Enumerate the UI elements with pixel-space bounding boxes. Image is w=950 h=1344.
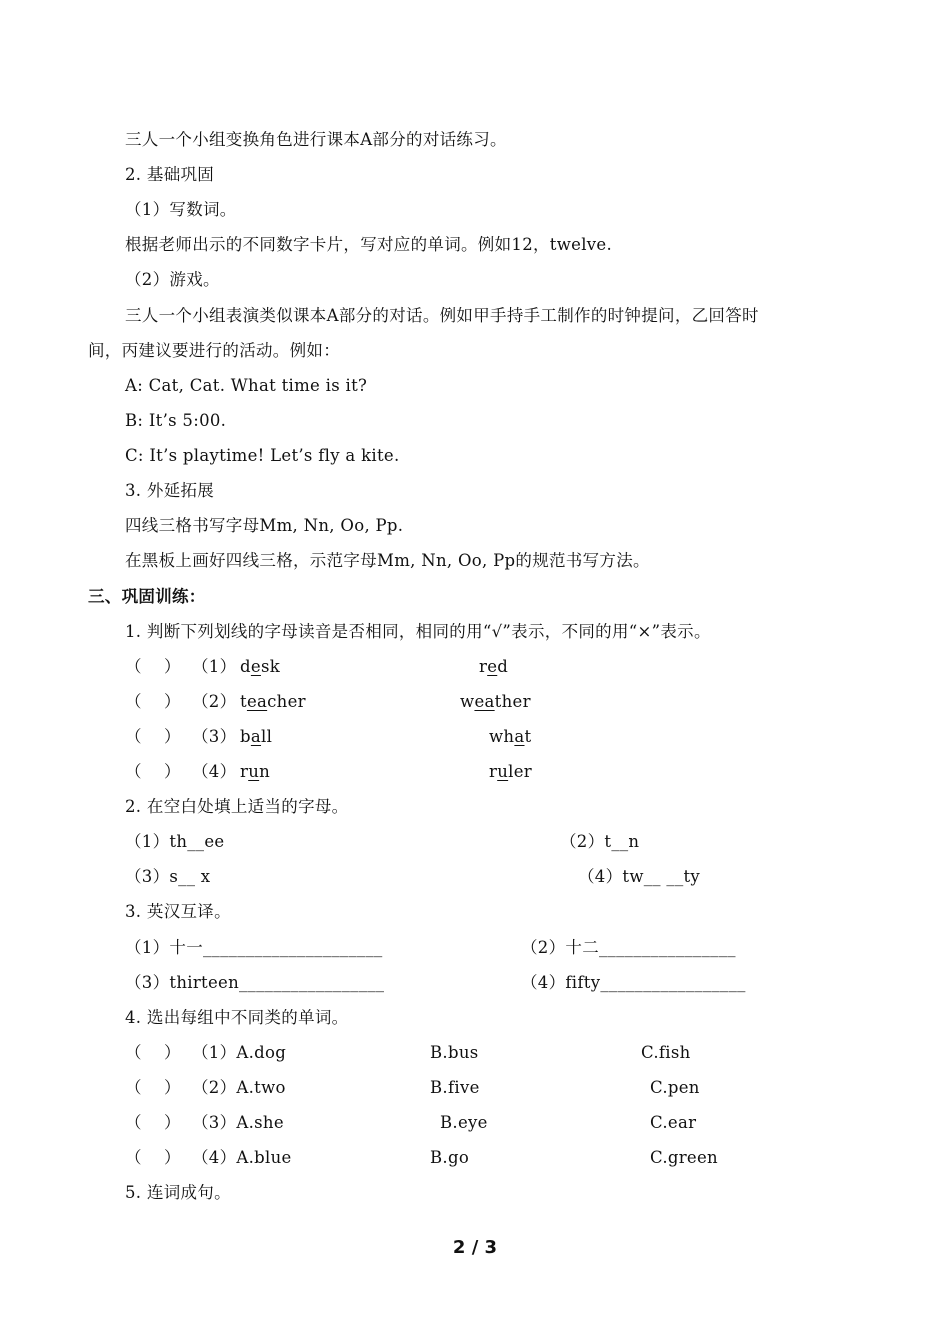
option-c: C.fish [641,1043,691,1062]
item-number: （4） [192,762,237,781]
answer-bracket[interactable]: （ ） [125,1113,181,1132]
option-c: C.pen [650,1078,700,1097]
question-title: 5. 连词成句。 [125,1183,231,1202]
fill-blank-item[interactable]: （2）t__n [560,832,640,851]
answer-bracket[interactable]: （ ） [125,692,181,711]
item-number: （1） [192,657,237,676]
fill-blank-item[interactable]: （3）s__ x [125,867,211,886]
option-a: （2）A.two [192,1078,286,1097]
subheading: 2. 基础巩固 [125,165,215,184]
translate-item[interactable]: （3）thirteen_________________ [125,973,385,992]
option-b: B.bus [430,1043,479,1062]
question-title: 3. 英汉互译。 [125,902,231,921]
word-2: red [479,657,509,676]
page-number: 2 / 3 [452,1237,498,1258]
option-a: （1）A.dog [192,1043,287,1062]
translate-item[interactable]: （4）fifty_________________ [521,973,746,992]
word-2: weather [460,692,531,711]
paragraph-line: （1）写数词。 [125,200,237,219]
option-b: B.five [430,1078,480,1097]
item-number: （3） [192,727,237,746]
word-1: ball [240,727,273,746]
answer-bracket[interactable]: （ ） [125,762,181,781]
subheading: 3. 外延拓展 [125,481,215,500]
section-heading: 三、巩固训练： [88,587,206,606]
paragraph-line: 间，丙建议要进行的活动。例如： [88,341,340,360]
answer-bracket[interactable]: （ ） [125,727,181,746]
option-c: C.green [650,1148,718,1167]
word-2: what [489,727,532,746]
word-1: desk [240,657,281,676]
paragraph-line: 四线三格书写字母Mm, Nn, Oo, Pp. [125,516,404,535]
question-title: 2. 在空白处填上适当的字母。 [125,797,349,816]
question-title: 4. 选出每组中不同类的单词。 [125,1008,349,1027]
answer-bracket[interactable]: （ ） [125,1148,181,1167]
question-title: 1. 判断下列划线的字母读音是否相同，相同的用“√”表示，不同的用“×”表示。 [125,622,711,641]
option-b: B.eye [440,1113,488,1132]
word-1: teacher [240,692,306,711]
word-1: run [240,762,271,781]
paragraph-line: 三人一个小组表演类似课本A部分的对话。例如甲手持手工制作的时钟提问，乙回答时 [125,306,759,325]
paragraph-line: 在黑板上画好四线三格，示范字母Mm, Nn, Oo, Pp的规范书写方法。 [125,551,650,570]
fill-blank-item[interactable]: （1）th__ee [125,832,225,851]
fill-blank-item[interactable]: （4）tw__ __ty [578,867,701,886]
dialogue-line-a: A: Cat, Cat. What time is it? [125,376,368,395]
option-b: B.go [430,1148,470,1167]
paragraph-line: （2）游戏。 [125,270,220,289]
dialogue-line-b: B: It’s 5:00. [125,411,227,430]
translate-item[interactable]: （2）十二________________ [521,938,736,957]
paragraph-line: 根据老师出示的不同数字卡片，写对应的单词。例如12，twelve. [125,235,613,254]
option-a: （3）A.she [192,1113,284,1132]
translate-item[interactable]: （1）十一_____________________ [125,938,383,957]
option-c: C.ear [650,1113,697,1132]
option-a: （4）A.blue [192,1148,292,1167]
item-number: （2） [192,692,237,711]
answer-bracket[interactable]: （ ） [125,1043,181,1062]
answer-bracket[interactable]: （ ） [125,1078,181,1097]
answer-bracket[interactable]: （ ） [125,657,181,676]
dialogue-line-c: C: It’s playtime! Let’s fly a kite. [125,446,400,465]
paragraph-line: 三人一个小组变换角色进行课本A部分的对话练习。 [125,130,507,149]
word-2: ruler [489,762,532,781]
